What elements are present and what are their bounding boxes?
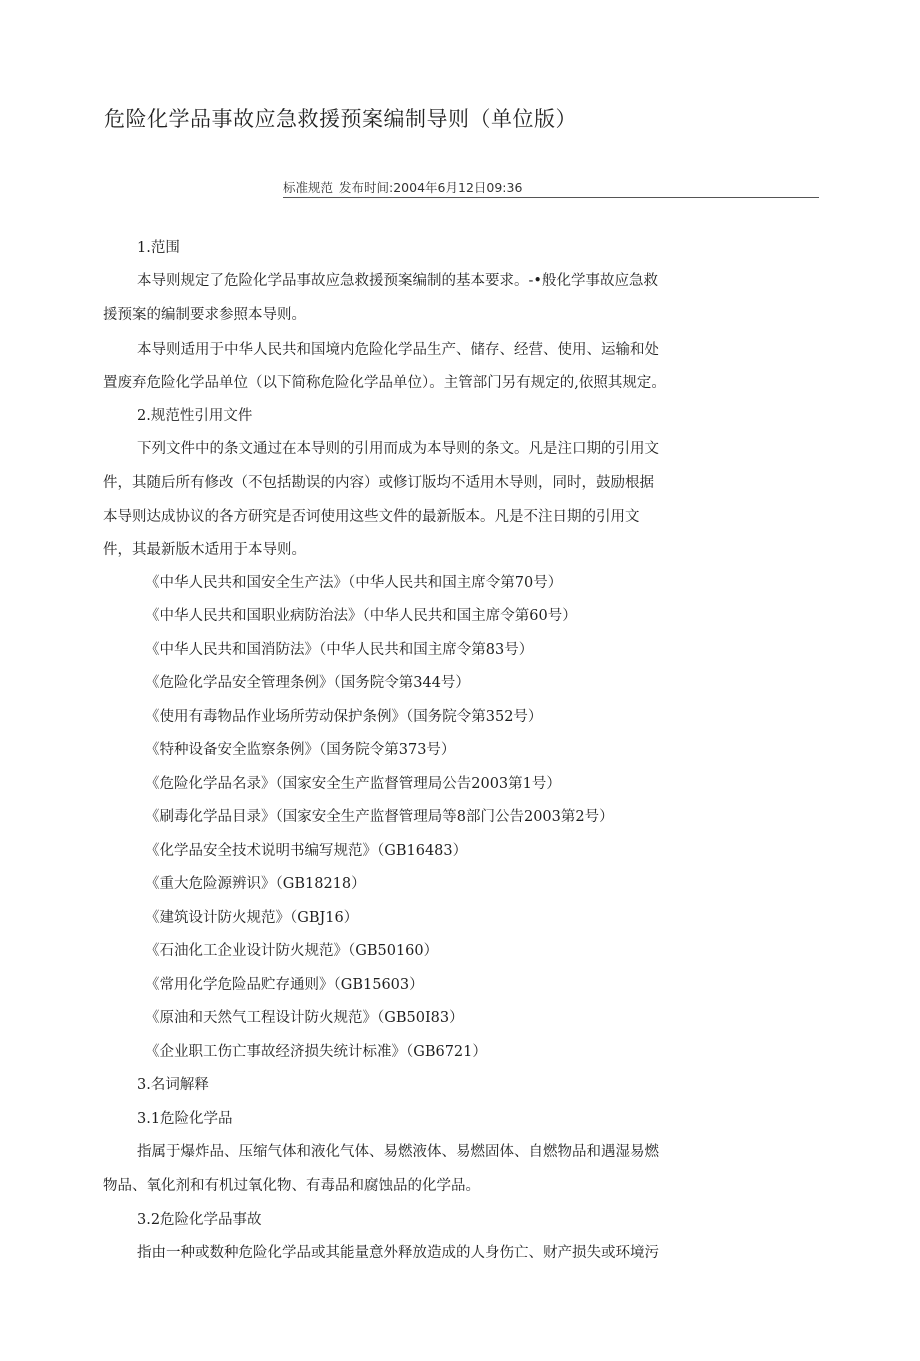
section-3-1-line-2: 物品、氧化剂和有机过氧化物、有毒品和腐蚀品的化学品。 — [103, 1178, 480, 1194]
section-2-paragraph-line-2: 件，其随后所有修改（不包括勘误的内容）或修订版均不适用木导则，同时，鼓励根据 — [103, 475, 654, 491]
section-1-paragraph-2-line-2: 置废弃危险化学品单位（以下简称危险化学品单位）。主管部门另有规定的,依照其规定。 — [103, 375, 666, 391]
reference-item: 《危险化学品安全管理条例》（国务院令第344号） — [145, 675, 470, 691]
reference-item: 《企业职工伤亡事故经济损失统计标准》（GB6721） — [145, 1044, 487, 1060]
section-3-1-heading: 3.1危险化学品 — [137, 1111, 233, 1127]
reference-item: 《中华人民共和国消防法》（中华人民共和国主席令第83号） — [145, 642, 534, 658]
section-2-paragraph-line-4: 件，其最新版木适用于本导则。 — [103, 542, 306, 558]
reference-item: 《使用有毒物品作业场所劳动保护条例》（国务院令第352号） — [145, 709, 543, 725]
section-2-paragraph-line-3: 本导则达成协议的各方研究是否诃使用这些文件的最新版本。凡是不注日期的引用文 — [103, 509, 640, 525]
section-1-heading: 1.范围 — [137, 240, 180, 256]
section-1-paragraph-1-line-2: 援预案的编制要求参照本导则。 — [103, 307, 306, 323]
reference-item: 《刷毒化学品目录》（国家安全生产监督管理局等8部门公告2003第2号） — [145, 809, 614, 825]
reference-item: 《化学品安全技术说明书编写规范》（GB16483） — [145, 843, 468, 859]
reference-item: 《常用化学危险品贮存通则》（GB15603） — [145, 977, 424, 993]
publish-time: 发布时间:2004年6月12日09:36 — [339, 180, 523, 195]
section-2-paragraph-line-1: 下列文件中的条文通过在本导则的引用而成为本导则的条文。凡是注口期的引用文 — [137, 441, 659, 457]
section-3-2-heading: 3.2危险化学品事故 — [137, 1212, 262, 1228]
reference-item: 《特种设备安全监察条例》（国务院令第373号） — [145, 742, 456, 758]
reference-item: 《中华人民共和国职业病防治法》（中华人民共和国主席令第60号） — [145, 608, 577, 624]
section-3-2-line-1: 指由一种或数种危险化学品或其能量意外释放造成的人身伤亡、财产损失或环境污 — [137, 1245, 659, 1261]
section-2-heading: 2.规范性引用文件 — [137, 408, 253, 424]
document-meta-line — [283, 178, 819, 198]
section-1-paragraph-2-line-1: 本导则适用于中华人民共和国境内危险化学品生产、储存、经营、使用、运输和处 — [137, 342, 659, 358]
reference-item: 《建筑设计防火规范》（GBJ16） — [145, 910, 359, 926]
reference-item: 《中华人民共和国安全生产法》（中华人民共和国主席令第70号） — [145, 575, 563, 591]
section-3-1-line-1: 指属于爆炸品、压缩气体和液化气体、易燃液体、易燃固体、自燃物品和遇湿易燃 — [137, 1144, 659, 1160]
reference-item: 《重大危险源辨识》（GB18218） — [145, 876, 366, 892]
reference-item: 《石油化工企业设计防火规范》（GB50160） — [145, 943, 439, 959]
document-category: 标准规范 — [283, 180, 334, 195]
reference-item: 《危险化学品名录》（国家安全生产监督管理局公告2003第1号） — [145, 776, 561, 792]
section-3-heading: 3.名词解释 — [137, 1077, 209, 1093]
document-title: 危险化学品事故应急救援预案编制导则（单位版） — [104, 107, 577, 131]
reference-item: 《原油和天然气工程设计防火规范》（GB50I83） — [145, 1010, 464, 1026]
section-1-paragraph-1-line-1: 本导则规定了危险化学品事故应急救援预案编制的基本要求。-•般化学事故应急救 — [137, 273, 658, 289]
